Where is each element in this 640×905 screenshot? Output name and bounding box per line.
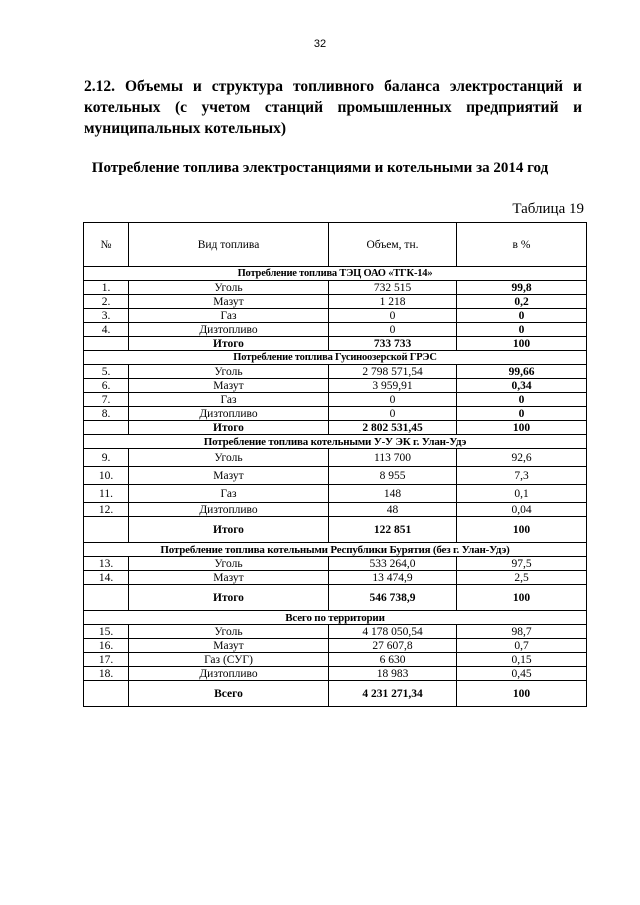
- total-percent: 100: [457, 517, 587, 543]
- table-row: [84, 281, 587, 295]
- total-number-cell: [84, 337, 129, 351]
- total-volume: 122 851: [329, 517, 457, 543]
- fuel-type: Дизтопливо: [129, 503, 329, 517]
- total-label: Всего: [129, 681, 329, 707]
- fuel-type: Мазут: [129, 379, 329, 393]
- volume-value: 3 959,91: [329, 379, 457, 393]
- total-row: [84, 517, 587, 543]
- percent-value: 0,15: [457, 653, 587, 667]
- total-number-cell: [84, 517, 129, 543]
- total-label: Итого: [129, 517, 329, 543]
- percent-value: 0,1: [457, 485, 587, 503]
- fuel-type: Уголь: [129, 449, 329, 467]
- volume-value: 1 218: [329, 295, 457, 309]
- table-row: [84, 467, 587, 485]
- row-number: 13.: [84, 557, 129, 571]
- fuel-type: Уголь: [129, 365, 329, 379]
- percent-value: 0: [457, 309, 587, 323]
- fuel-type: Уголь: [129, 281, 329, 295]
- percent-value: 0,04: [457, 503, 587, 517]
- table-row: [84, 639, 587, 653]
- row-number: 10.: [84, 467, 129, 485]
- row-number: 4.: [84, 323, 129, 337]
- table-row: [84, 557, 587, 571]
- row-number: 18.: [84, 667, 129, 681]
- total-row: [84, 585, 587, 611]
- volume-value: 2 798 571,54: [329, 365, 457, 379]
- volume-value: 533 264,0: [329, 557, 457, 571]
- table-row: [84, 449, 587, 467]
- group-title: Потребление топлива котельными Республики Бурятия (без г. Улан-Удэ): [84, 543, 587, 557]
- page-number: 32: [313, 38, 327, 50]
- volume-value: 13 474,9: [329, 571, 457, 585]
- total-row: [84, 337, 587, 351]
- volume-value: 0: [329, 323, 457, 337]
- total-row: [84, 421, 587, 435]
- grand-total-row: [84, 681, 587, 707]
- group-title: Всего по территории: [84, 611, 587, 625]
- percent-value: 99,66: [457, 365, 587, 379]
- group-title-row: [84, 543, 587, 557]
- table-subheading: Потребление топлива электростанциями и котельными за 2014 год: [91, 160, 549, 176]
- row-number: 6.: [84, 379, 129, 393]
- total-volume: 733 733: [329, 337, 457, 351]
- percent-value: 98,7: [457, 625, 587, 639]
- volume-value: 18 983: [329, 667, 457, 681]
- row-number: 16.: [84, 639, 129, 653]
- table-row: [84, 407, 587, 421]
- percent-value: 0,7: [457, 639, 587, 653]
- volume-value: 27 607,8: [329, 639, 457, 653]
- volume-value: 732 515: [329, 281, 457, 295]
- total-percent: 100: [457, 337, 587, 351]
- total-volume: 4 231 271,34: [329, 681, 457, 707]
- row-number: 2.: [84, 295, 129, 309]
- fuel-type: Дизтопливо: [129, 323, 329, 337]
- column-header-volume: Объем, тн.: [329, 223, 457, 267]
- volume-value: 113 700: [329, 449, 457, 467]
- group-title-row: [84, 351, 587, 365]
- percent-value: 97,5: [457, 557, 587, 571]
- table-caption: Таблица 19: [512, 201, 584, 217]
- table-row: [84, 571, 587, 585]
- group-title: Потребление топлива Гусиноозерской ГРЭС: [84, 351, 587, 365]
- percent-value: 0: [457, 407, 587, 421]
- fuel-type: Мазут: [129, 467, 329, 485]
- table-row: [84, 323, 587, 337]
- fuel-consumption-table: [83, 222, 587, 707]
- volume-value: 6 630: [329, 653, 457, 667]
- percent-value: 0,34: [457, 379, 587, 393]
- group-title: Потребление топлива котельными У-У ЭК г. Улан-Удэ: [84, 435, 587, 449]
- column-header-number: №: [84, 223, 129, 267]
- table-row: [84, 667, 587, 681]
- table-row: [84, 309, 587, 323]
- row-number: 7.: [84, 393, 129, 407]
- fuel-type: Газ: [129, 309, 329, 323]
- row-number: 12.: [84, 503, 129, 517]
- total-number-cell: [84, 585, 129, 611]
- column-header-percent: в %: [457, 223, 587, 267]
- row-number: 15.: [84, 625, 129, 639]
- table-row: [84, 393, 587, 407]
- fuel-type: Дизтопливо: [129, 407, 329, 421]
- fuel-type: Уголь: [129, 625, 329, 639]
- section-heading-line: муниципальных котельных): [84, 120, 286, 137]
- percent-value: 0: [457, 393, 587, 407]
- table-row: [84, 625, 587, 639]
- fuel-type: Мазут: [129, 571, 329, 585]
- volume-value: 148: [329, 485, 457, 503]
- row-number: 14.: [84, 571, 129, 585]
- percent-value: 0: [457, 323, 587, 337]
- volume-value: 0: [329, 407, 457, 421]
- table-row: [84, 503, 587, 517]
- percent-value: 0,2: [457, 295, 587, 309]
- row-number: 17.: [84, 653, 129, 667]
- percent-value: 2,5: [457, 571, 587, 585]
- row-number: 1.: [84, 281, 129, 295]
- volume-value: 48: [329, 503, 457, 517]
- volume-value: 0: [329, 393, 457, 407]
- group-title-row: [84, 267, 587, 281]
- row-number: 9.: [84, 449, 129, 467]
- row-number: 5.: [84, 365, 129, 379]
- fuel-type: Уголь: [129, 557, 329, 571]
- total-label: Итого: [129, 585, 329, 611]
- table-row: [84, 295, 587, 309]
- total-volume: 2 802 531,45: [329, 421, 457, 435]
- fuel-type: Газ (СУГ): [129, 653, 329, 667]
- row-number: 8.: [84, 407, 129, 421]
- section-heading-line: котельных (с учетом станций промышленных предприятий и: [84, 99, 582, 116]
- fuel-type: Мазут: [129, 295, 329, 309]
- fuel-type: Мазут: [129, 639, 329, 653]
- volume-value: 0: [329, 309, 457, 323]
- table-row: [84, 485, 587, 503]
- total-volume: 546 738,9: [329, 585, 457, 611]
- total-label: Итого: [129, 421, 329, 435]
- volume-value: 4 178 050,54: [329, 625, 457, 639]
- group-title: Потребление топлива ТЭЦ ОАО «ТГК-14»: [84, 267, 587, 281]
- total-percent: 100: [457, 585, 587, 611]
- fuel-type: Дизтопливо: [129, 667, 329, 681]
- table-row: [84, 365, 587, 379]
- percent-value: 99,8: [457, 281, 587, 295]
- percent-value: 92,6: [457, 449, 587, 467]
- row-number: 11.: [84, 485, 129, 503]
- total-percent: 100: [457, 681, 587, 707]
- percent-value: 7,3: [457, 467, 587, 485]
- section-heading: [84, 76, 582, 139]
- row-number: 3.: [84, 309, 129, 323]
- table-header-row: [84, 223, 587, 267]
- total-number-cell: [84, 681, 129, 707]
- total-percent: 100: [457, 421, 587, 435]
- table-row: [84, 379, 587, 393]
- total-number-cell: [84, 421, 129, 435]
- column-header-fuel-type: Вид топлива: [129, 223, 329, 267]
- fuel-type: Газ: [129, 485, 329, 503]
- group-title-row: [84, 435, 587, 449]
- table-row: [84, 653, 587, 667]
- section-heading-line: 2.12. Объемы и структура топливного баланса электростанций и: [84, 78, 582, 95]
- total-label: Итого: [129, 337, 329, 351]
- fuel-type: Газ: [129, 393, 329, 407]
- group-title-row: [84, 611, 587, 625]
- percent-value: 0,45: [457, 667, 587, 681]
- volume-value: 8 955: [329, 467, 457, 485]
